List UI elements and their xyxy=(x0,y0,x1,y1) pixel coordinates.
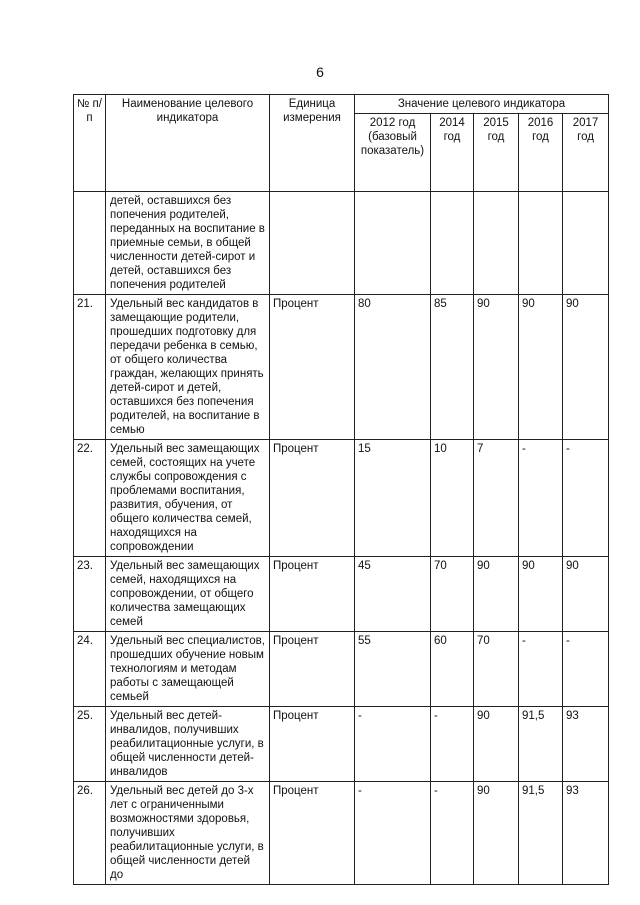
row-unit: Процент xyxy=(270,295,355,440)
row-num: 25. xyxy=(74,707,106,782)
row-value-2016 xyxy=(519,192,563,295)
row-value-2017: - xyxy=(563,632,609,707)
row-value-2012: 55 xyxy=(355,632,431,707)
row-value-2017: 93 xyxy=(563,782,609,885)
table-row xyxy=(74,192,609,295)
row-name: детей, оставшихся без попечения родителей, переданных на воспитание в приемные семьи, в общей численности детей-сирот и детей, оставшихся без попечения родителей xyxy=(106,192,270,295)
page-number: 6 xyxy=(316,64,324,80)
header-year-2014: 2014 год xyxy=(431,114,474,192)
row-value-2015 xyxy=(474,192,519,295)
row-value-2014: 70 xyxy=(431,557,474,632)
header-num: № п/п xyxy=(74,95,106,192)
row-num: 24. xyxy=(74,632,106,707)
row-value-2017: 90 xyxy=(563,557,609,632)
row-value-2015: 90 xyxy=(474,707,519,782)
header-row xyxy=(74,95,609,114)
row-num xyxy=(74,192,106,295)
row-value-2015: 90 xyxy=(474,295,519,440)
table-row xyxy=(74,632,609,707)
row-value-2014 xyxy=(431,192,474,295)
row-value-2017: - xyxy=(563,440,609,557)
row-value-2012: 15 xyxy=(355,440,431,557)
row-value-2014: 60 xyxy=(431,632,474,707)
row-num: 21. xyxy=(74,295,106,440)
row-unit: Процент xyxy=(270,557,355,632)
table-row xyxy=(74,440,609,557)
row-value-2016: 91,5 xyxy=(519,782,563,885)
header-name: Наименование целевого индикатора xyxy=(106,95,270,192)
row-value-2014: - xyxy=(431,782,474,885)
row-value-2016: 91,5 xyxy=(519,707,563,782)
row-value-2016: - xyxy=(519,632,563,707)
row-value-2015: 70 xyxy=(474,632,519,707)
row-value-2015: 90 xyxy=(474,557,519,632)
header-year-2016: 2016 год xyxy=(519,114,563,192)
header-unit: Единица измерения xyxy=(270,95,355,192)
row-value-2017: 90 xyxy=(563,295,609,440)
row-value-2012: - xyxy=(355,707,431,782)
row-value-2014: 10 xyxy=(431,440,474,557)
row-unit: Процент xyxy=(270,440,355,557)
header-year-2015: 2015 год xyxy=(474,114,519,192)
row-value-2015: 90 xyxy=(474,782,519,885)
row-value-2012: - xyxy=(355,782,431,885)
row-name: Удельный вес замещающих семей, находящихся на сопровождении, от общего количества замещающих семей xyxy=(106,557,270,632)
row-value-2014: 85 xyxy=(431,295,474,440)
table-row xyxy=(74,557,609,632)
row-num: 22. xyxy=(74,440,106,557)
row-unit xyxy=(270,192,355,295)
row-value-2014: - xyxy=(431,707,474,782)
row-name: Удельный вес замещающих семей, состоящих на учете службы сопровождения с проблемами воспитания, развития, обучения, от общего количества семей, находящихся на сопровождении xyxy=(106,440,270,557)
row-name: Удельный вес кандидатов в замещающие родители, прошедших подготовку для передачи ребенка в семью, от общего количества граждан, желающих принять детей-сирот и детей, оставшихся без попечения родителей, на воспитание в семью xyxy=(106,295,270,440)
row-value-2017 xyxy=(563,192,609,295)
header-values-group: Значение целевого индикатора xyxy=(355,95,609,114)
header-year-2012: 2012 год (базовый показатель) xyxy=(355,114,431,192)
row-unit: Процент xyxy=(270,782,355,885)
table-row xyxy=(74,707,609,782)
row-value-2012 xyxy=(355,192,431,295)
header-year-2017: 2017 год xyxy=(563,114,609,192)
table-row xyxy=(74,782,609,885)
row-value-2012: 45 xyxy=(355,557,431,632)
row-unit: Процент xyxy=(270,707,355,782)
row-num: 23. xyxy=(74,557,106,632)
row-value-2016: 90 xyxy=(519,295,563,440)
row-value-2016: - xyxy=(519,440,563,557)
row-name: Удельный вес детей до 3-х лет с ограниченными возможностями здоровья, получивших реабилитационные услуги, в общей численности детей до xyxy=(106,782,270,885)
row-value-2017: 93 xyxy=(563,707,609,782)
row-value-2015: 7 xyxy=(474,440,519,557)
row-value-2012: 80 xyxy=(355,295,431,440)
row-unit: Процент xyxy=(270,632,355,707)
row-name: Удельный вес детей-инвалидов, получивших реабилитационные услуги, в общей численности детей-инвалидов xyxy=(106,707,270,782)
row-num: 26. xyxy=(74,782,106,885)
row-name: Удельный вес специалистов, прошедших обучение новым технологиям и методам работы с замещающей семьей xyxy=(106,632,270,707)
row-value-2016: 90 xyxy=(519,557,563,632)
table-row xyxy=(74,295,609,440)
indicators-table xyxy=(73,94,609,885)
